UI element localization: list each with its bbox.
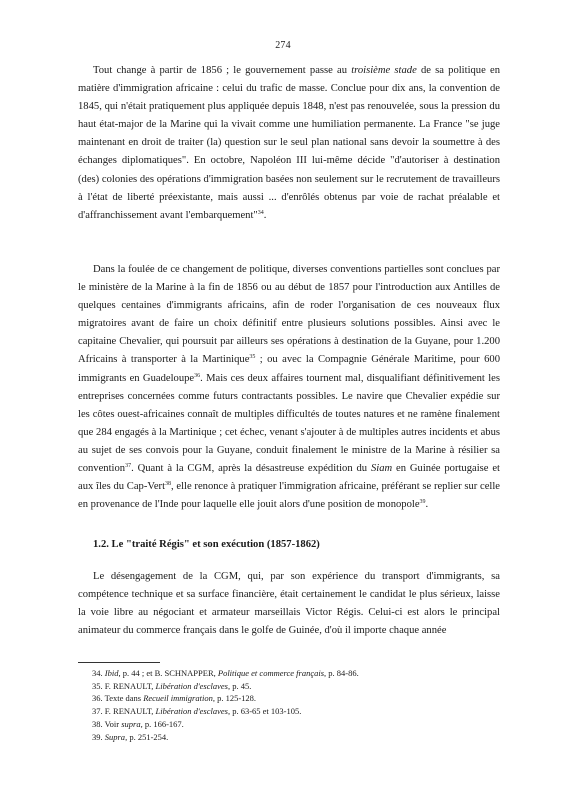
footnote-emphasis: Libération d'esclaves [155,706,228,717]
footnote-text: , p. 63-65 et 103-105. [227,706,302,717]
footnote-text: 36. Texte dans [92,693,144,704]
footnote-35 [92,680,492,693]
footnote-divider [78,662,160,663]
footnote-text: 37. F. RENAULT, [92,706,156,717]
footnote-emphasis: Recueil immigration [143,693,213,704]
footnote-ref-35[interactable]: 35 [249,354,256,361]
footnote-36 [92,692,492,705]
footnote-text: 35. F. RENAULT, [92,680,156,691]
footnote-text: , p. 44 ; et B. SCHNAPPER, [118,668,218,678]
ship-name-siam: Siam [370,463,393,475]
footnote-text: , p. 45. [227,680,252,691]
footnotes-list [92,667,492,743]
footnote-text: 38. Voir [92,718,122,729]
paragraph-2-text-d: . Quant à la CGM, après la désastreuse expédition du [131,463,371,475]
paragraph-2-text-e: en Guinée portugaise et aux îles du Cap-Vert [78,463,500,493]
footnote-37 [92,705,492,718]
paragraph-3-text: Le désengagement de la CGM, qui, par son expérience du transport d'immigrants, sa compétence technique et sa surface financière, était certainement le candidat le plus sérieux, laisse la voie libre au négociant et armateur marseillais Victor Régis. Celui-ci est alors le principal animateur du commerce français dans le golfe de Guinée, d'où il importe chaque année [78,571,500,637]
paragraph-1-text-b: de sa politique en matière d'immigration africaine : celui du trafic de masse. Conclue pour dix ans, la convention de 1845, qui n'était pratiquement plus appliquée depuis 1848, n'est pas renouvelée, sous la pression du haut état-major de la Marine qui la vivait comme une humiliation permanente. La France "se juge maintenant en droit de traiter (la) question sur le seul plan national sans devoir la soumettre à des échanges diplomatiques". En octobre, Napoléon III lui-même décide "d'autoriser à destination (des) colonies des opérations d'immigration basées non seulement sur le recrutement de travailleurs à l'état de liberté préexistante, mais aussi ... d'enrôlés obtenus par voie de rachat préalable et d'affranchissement avant l'embarquement" [78,65,500,221]
footnote-text: 39. [92,731,105,742]
footnote-text: 34. [92,668,105,678]
footnote-emphasis: Supra [104,731,126,742]
paragraph-2 [78,261,500,514]
footnote-ref-37[interactable]: 37 [125,463,132,470]
footnote-emphasis: Libération d'esclaves [155,680,228,691]
footnote-34 [92,667,492,680]
footnote-39 [92,731,492,744]
footnote-emphasis: Ibid [104,668,119,678]
paragraph-1 [78,62,500,225]
footnote-ref-34[interactable]: 34 [257,209,264,216]
paragraph-1-text-c: . [263,209,267,221]
footnote-38 [92,718,492,731]
paragraph-1-emphasis: troisième stade [351,65,417,76]
footnote-ref-38[interactable]: 38 [165,481,172,488]
paragraph-2-text-a: Dans la foulée de ce changement de politique, diverses conventions partielles sont conclues par le ministère de la Marine à la fin de 1856 ou au début de 1857 pour l'introduction aux Antilles de quelques centaines d'immigrants africains, afin de roder l'organisation de ces nouveaux flux migratoires avant de faire un choix définitif entre plusieurs solutions possibles. Ainsi avec le capitaine Chevalier, qui poursuit par ailleurs ses opérations à destination de la Guyane, pour 1.200 Africains à transporter à la Martinique [78,264,500,366]
footnote-text: , p. 84-86. [324,668,359,678]
footnote-text: , p. 251-254. [125,731,169,742]
paragraph-2-text-c: . Mais ces deux affaires tournent mal, disqualifiant définitivement les entreprises concernées comme futurs contractants possibles. Le navire que Chevalier expédie sur les côtes ouest-africaines connaît de multiples difficultés de toutes natures et ne ramène finalement que 284 engagés à la Martinique ; cet échec, venant s'ajouter à de multiples autres incidents et abus au sujet de ses convois pour la Guyane, conduit finalement le ministre de la Marine à résilier sa convention [78,372,500,475]
paragraph-2-text-b: ; ou avec la Compagnie Générale Maritime, pour 600 immigrants en Guadeloupe [78,354,500,384]
paragraph-2-text-f: , elle renonce à pratiquer l'immigration africaine, préférant se replier sur celle en provenance de l'Inde pour laquelle elle jouit alors d'une position de monopole [78,481,500,511]
page-number: 274 [275,40,291,51]
footnote-ref-36[interactable]: 36 [194,372,201,379]
footnote-emphasis: Politique et commerce français [217,668,325,678]
footnote-text: , p. 166-167. [140,718,184,729]
paragraph-2-text-g: . [425,499,429,511]
footnote-emphasis: supra [121,718,141,729]
section-heading: 1.2. Le "traité Régis" et son exécution (1857-1862) [93,539,320,550]
paragraph-1-text-a: Tout change à partir de 1856 ; le gouvernement passe au [93,65,352,76]
footnote-ref-39[interactable]: 39 [419,499,426,506]
paragraph-3 [78,568,500,640]
footnote-text: , p. 125-128. [212,693,257,704]
